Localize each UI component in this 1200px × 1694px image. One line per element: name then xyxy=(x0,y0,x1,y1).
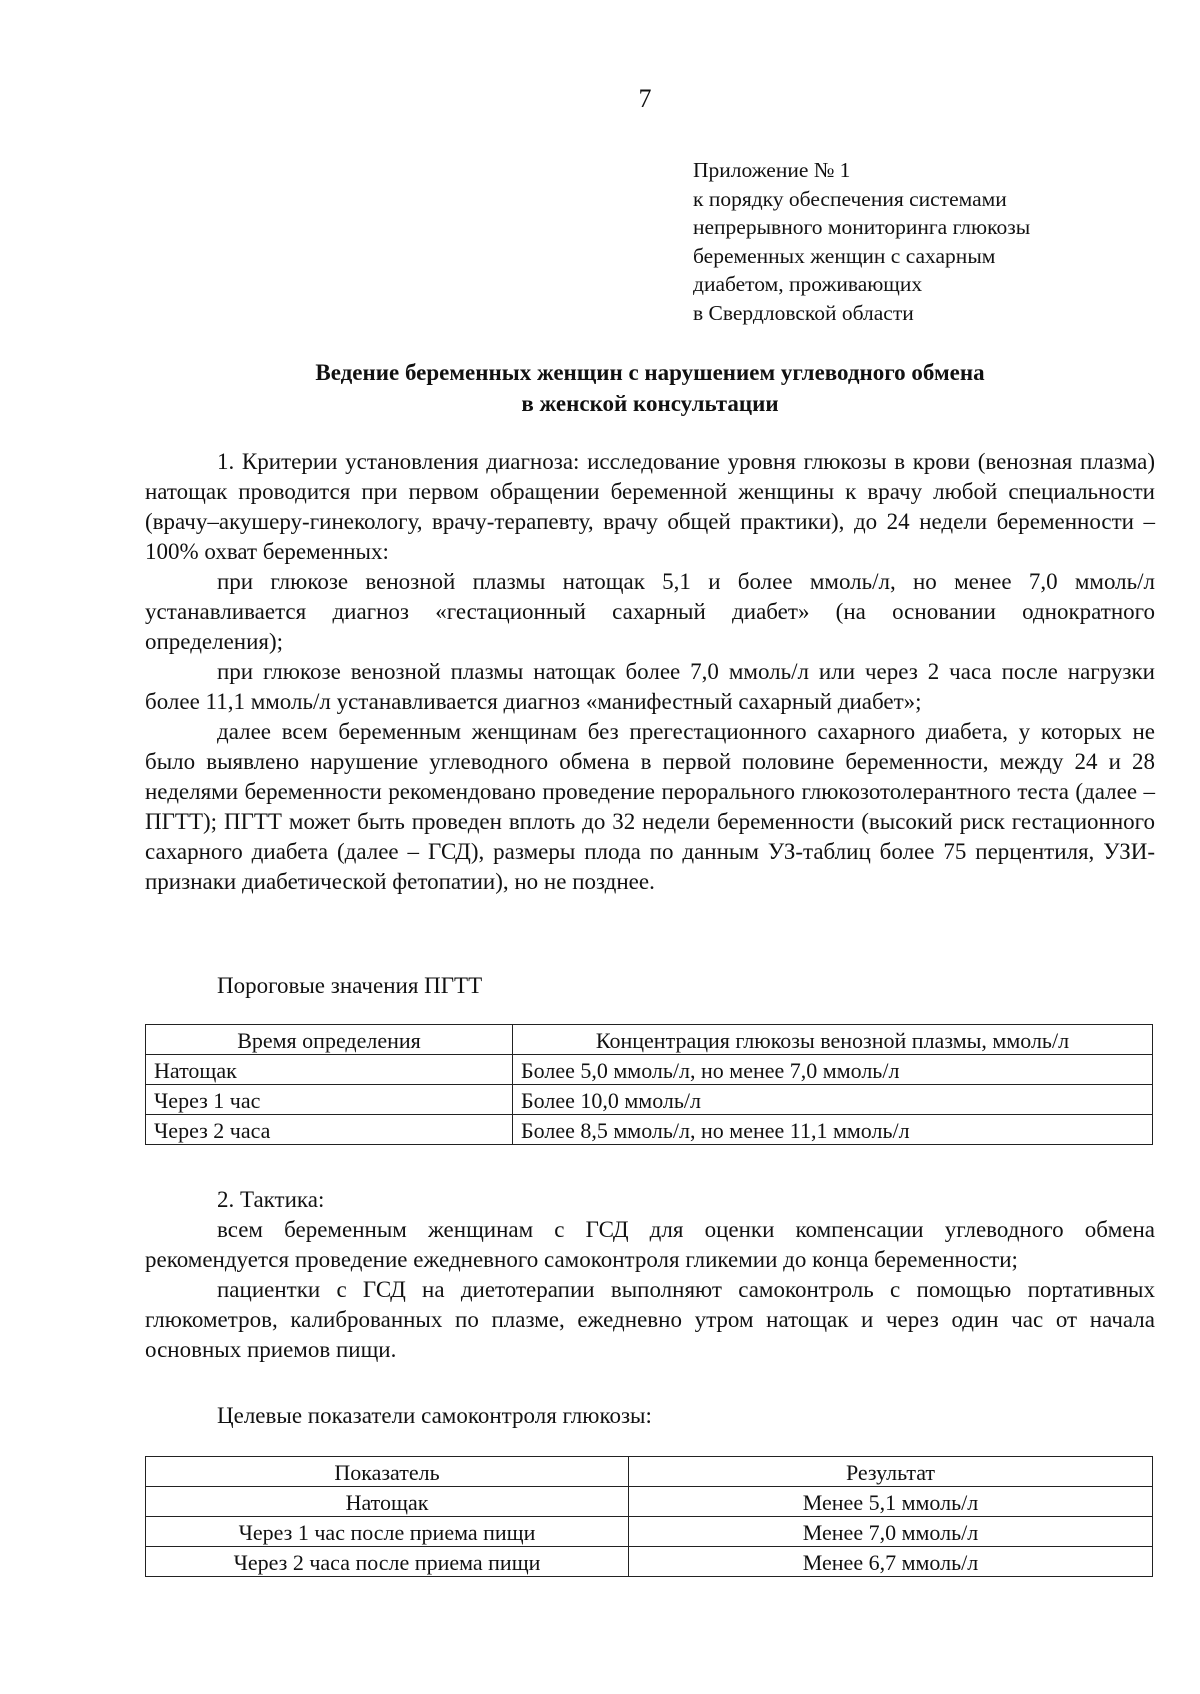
section-heading: 2. Тактика: xyxy=(217,1187,325,1212)
table-row xyxy=(146,1115,1153,1145)
title-line: в женской консультации xyxy=(521,391,779,416)
table-cell: Более 8,5 ммоль/л, но менее 11,1 ммоль/л xyxy=(513,1115,1153,1145)
document-title xyxy=(145,357,1155,419)
table-cell: Через 1 час xyxy=(146,1085,513,1115)
table-cell: Натощак xyxy=(146,1487,629,1517)
table-header-cell: Показатель xyxy=(146,1457,629,1487)
paragraph: при глюкозе венозной плазмы натощак более 7,0 ммоль/л или через 2 часа после нагрузки более 11,1 ммоль/л устанавливается диагноз «манифестный сахарный диабет»; xyxy=(145,659,1155,714)
table-cell: Натощак xyxy=(146,1055,513,1085)
section-diagnosis-criteria xyxy=(145,447,1155,897)
table-header-row xyxy=(146,1025,1153,1055)
table-row xyxy=(146,1085,1153,1115)
table-cell: Менее 6,7 ммоль/л xyxy=(629,1547,1153,1577)
appendix-line: Приложение № 1 xyxy=(693,158,851,182)
appendix-block xyxy=(693,156,1153,327)
table-cell: Менее 7,0 ммоль/л xyxy=(629,1517,1153,1547)
section-tactics xyxy=(145,1185,1155,1365)
table-header-cell: Концентрация глюкозы венозной плазмы, ммоль/л xyxy=(513,1025,1153,1055)
table-header-row xyxy=(146,1457,1153,1487)
paragraph: всем беременным женщинам с ГСД для оценки компенсации углеводного обмена рекомендуется проведение ежедневного самоконтроля гликемии до конца беременности; xyxy=(145,1217,1155,1272)
paragraph: пациентки с ГСД на диетотерапии выполняют самоконтроль с помощью портативных глюкометров, калиброванных по плазме, ежедневно утром натощак и через один час от начала основных приемов пищи. xyxy=(145,1277,1155,1362)
paragraph: далее всем беременным женщинам без прегестационного сахарного диабета, у которых не было выявлено нарушение углеводного обмена в первой половине беременности, между 24 и 28 неделями беременности рекомендовано проведение перорального глюкозотолерантного теста (далее – ПГТТ); ПГТТ может быть проведен вплоть до 32 недели беременности (высокий риск гестационного сахарного диабета (далее – ГСД), размеры плода по данным УЗ-таблиц более 75 перцентиля, УЗИ-признаки диабетической фетопатии), но не позднее. xyxy=(145,719,1155,894)
table-cell: Через 2 часа xyxy=(146,1115,513,1145)
appendix-line: к порядку обеспечения системами xyxy=(693,186,1007,211)
table-row xyxy=(146,1487,1153,1517)
title-line: Ведение беременных женщин с нарушением углеводного обмена xyxy=(315,360,985,385)
table-cell: Более 10,0 ммоль/л xyxy=(513,1085,1153,1115)
table-cell: Через 2 часа после приема пищи xyxy=(146,1547,629,1577)
paragraph: при глюкозе венозной плазмы натощак 5,1 и более ммоль/л, но менее 7,0 ммоль/л устанавливается диагноз «гестационный сахарный диабет» (на основании однократного определения); xyxy=(145,569,1155,654)
table-row xyxy=(146,1517,1153,1547)
table-cell: Через 1 час после приема пищи xyxy=(146,1517,629,1547)
table-caption-targets: Целевые показатели самоконтроля глюкозы: xyxy=(217,1403,652,1428)
page-number: 7 xyxy=(638,84,652,113)
thresholds-table xyxy=(145,1024,1153,1145)
table-row xyxy=(146,1055,1153,1085)
appendix-line: непрерывного мониторинга глюкозы xyxy=(693,215,1031,239)
paragraph: 1. Критерии установления диагноза: исследование уровня глюкозы в крови (венозная плазма) натощак проводится при первом обращении беременной женщины к врачу любой специальности (врачу–акушеру-гинекологу, врачу-терапевту, врачу общей практики), до 24 недели беременности – 100% охват беременных: xyxy=(145,449,1155,564)
targets-table xyxy=(145,1456,1153,1577)
table-cell: Менее 5,1 ммоль/л xyxy=(629,1487,1153,1517)
table-header-cell: Время определения xyxy=(146,1025,513,1055)
table-cell: Более 5,0 ммоль/л, но менее 7,0 ммоль/л xyxy=(513,1055,1153,1085)
appendix-line: диабетом, проживающих xyxy=(693,272,923,296)
appendix-line: беременных женщин с сахарным xyxy=(693,243,996,268)
appendix-line: в Свердловской области xyxy=(693,300,914,325)
table-caption-thresholds: Пороговые значения ПГТТ xyxy=(217,973,483,998)
table-row xyxy=(146,1547,1153,1577)
table-header-cell: Результат xyxy=(629,1457,1153,1487)
